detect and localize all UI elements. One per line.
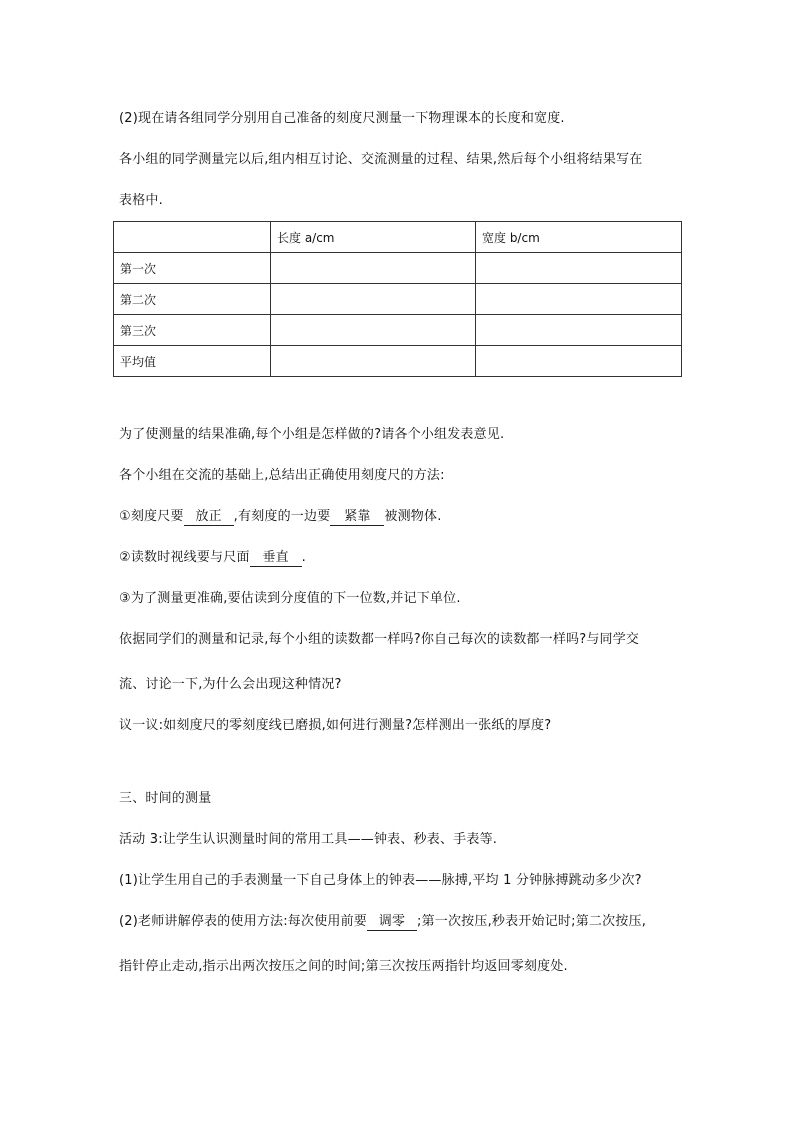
measurement-table	[113, 221, 682, 377]
rule1-blank-1: 放正	[184, 509, 234, 526]
compare-line-1: 依据同学们的测量和记录,每个小组的读数都一样吗?你自己每次的读数都一样吗?与同学交	[119, 632, 640, 647]
row-label: 平均值	[114, 346, 271, 377]
row-label: 第二次	[114, 284, 271, 315]
section-3-title: 三、时间的测量	[119, 791, 212, 806]
width-cell[interactable]	[476, 253, 682, 284]
rule1-prefix: ①刻度尺要	[119, 509, 184, 524]
rule1-blank-2: 紧靠	[330, 509, 384, 526]
time-item-1: (1)让学生用自己的手表测量一下自己身体上的钟表——脉搏,平均 1 分钟脉搏跳动多少次?	[119, 873, 642, 888]
length-cell[interactable]	[271, 284, 476, 315]
length-cell[interactable]	[271, 253, 476, 284]
table-row	[114, 346, 682, 377]
t2-blank: 调零	[367, 914, 417, 931]
rule1-middle: ,有刻度的一边要	[233, 509, 331, 524]
row-label: 第三次	[114, 315, 271, 346]
table-row	[114, 253, 682, 284]
width-cell[interactable]	[476, 346, 682, 377]
t2-prefix: (2)老师讲解停表的使用方法:每次使用前要	[119, 914, 367, 929]
rule-3: ③为了测量更准确,要估读到分度值的下一位数,并记下单位.	[119, 591, 461, 606]
table-row	[114, 315, 682, 346]
accuracy-question: 为了使测量的结果准确,每个小组是怎样做的?请各个小组发表意见.	[119, 427, 505, 442]
table-header-row	[114, 222, 682, 253]
group-discuss-line-2: 表格中.	[119, 193, 163, 208]
rule2-suffix: .	[301, 550, 306, 565]
t2-suffix: ;第一次按压,秒表开始记时;第二次按压,	[417, 914, 647, 929]
time-item-3: 指针停止走动,指示出两次按压之间的时间;第三次按压两指针均返回零刻度处.	[119, 959, 568, 974]
q2-intro: (2)现在请各组同学分别用自己准备的刻度尺测量一下物理课本的长度和宽度.	[119, 111, 565, 126]
group-discuss-line-1: 各小组的同学测量完以后,组内相互讨论、交流测量的过程、结果,然后每个小组将结果写在	[119, 152, 643, 167]
table-header-empty	[114, 222, 271, 253]
table-row	[114, 284, 682, 315]
compare-line-2: 流、讨论一下,为什么会出现这种情况?	[119, 677, 342, 692]
time-item-2	[119, 913, 646, 931]
discuss-line: 议一议:如刻度尺的零刻度线已磨损,如何进行测量?怎样测出一张纸的厚度?	[119, 718, 552, 733]
length-cell[interactable]	[271, 315, 476, 346]
length-cell[interactable]	[271, 346, 476, 377]
rule-2	[119, 549, 306, 567]
width-cell[interactable]	[476, 315, 682, 346]
rule2-prefix: ②读数时视线要与尺面	[119, 550, 250, 565]
activity-3: 活动 3:让学生认识测量时间的常用工具——钟表、秒表、手表等.	[119, 832, 498, 847]
summary-intro: 各个小组在交流的基础上,总结出正确使用刻度尺的方法:	[119, 468, 445, 483]
row-label: 第一次	[114, 253, 271, 284]
width-cell[interactable]	[476, 284, 682, 315]
table-header-width: 宽度 b/cm	[476, 222, 682, 253]
rule2-blank: 垂直	[250, 550, 302, 567]
table-header-length: 长度 a/cm	[271, 222, 476, 253]
rule1-suffix: 被测物体.	[384, 509, 442, 524]
rule-1	[119, 508, 442, 526]
